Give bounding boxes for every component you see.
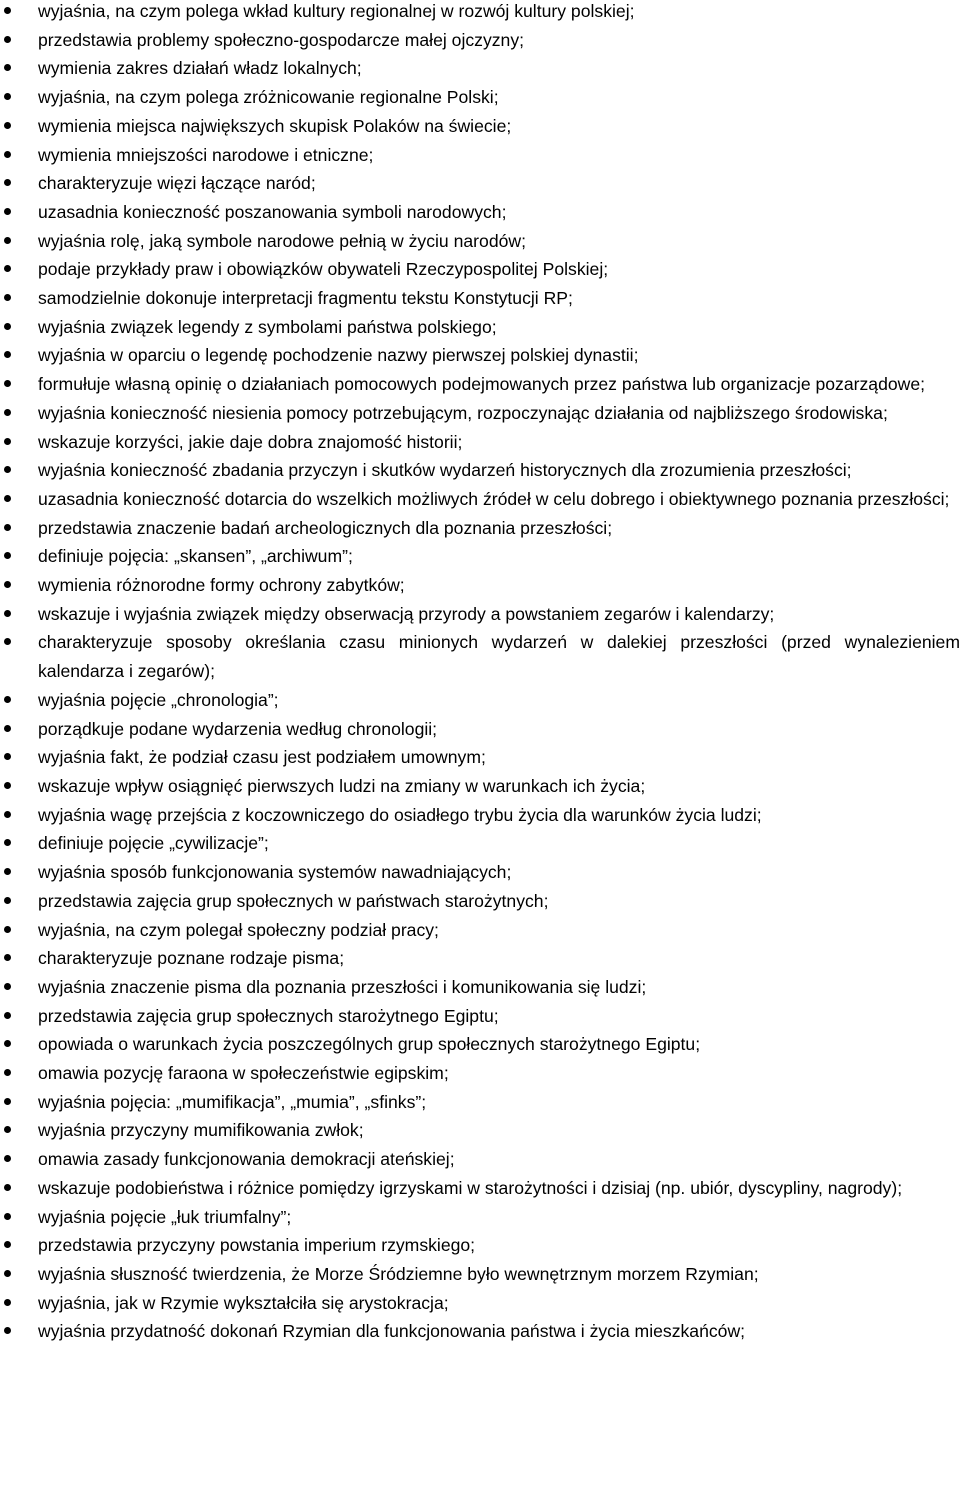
list-item-text: wyjaśnia przydatność dokonań Rzymian dla funkcjonowania państwa i życia mieszkańców; xyxy=(38,1321,746,1342)
bullet-icon xyxy=(4,265,11,272)
bullet-icon xyxy=(4,1299,11,1306)
list-item-text: wymienia miejsca największych skupisk Polaków na świecie; xyxy=(38,115,512,136)
bullet-icon xyxy=(4,552,11,559)
list-item-text: wyjaśnia konieczność niesienia pomocy potrzebującym, rozpoczynając działania od najbliższego środowiska; xyxy=(38,402,888,423)
list-item xyxy=(0,801,960,830)
list-item-text: wyjaśnia słuszność twierdzenia, że Morze Śródziemne było wewnętrznym morzem Rzymian; xyxy=(38,1263,759,1284)
bullet-icon xyxy=(4,839,11,846)
list-item-text: przedstawia zajęcia grup społecznych w państwach starożytnych; xyxy=(38,890,549,911)
list-item xyxy=(0,227,960,256)
list-item-text: wymienia różnorodne formy ochrony zabytków; xyxy=(38,575,405,596)
list-item xyxy=(0,1317,960,1346)
bullet-icon xyxy=(4,954,11,961)
bullet-icon xyxy=(4,64,11,71)
list-item xyxy=(0,887,960,916)
list-item xyxy=(0,255,960,284)
list-item xyxy=(0,829,960,858)
list-item-text: przedstawia problemy społeczno-gospodarcze małej ojczyzny; xyxy=(38,29,525,50)
list-item-text: wyjaśnia konieczność zbadania przyczyn i skutków wydarzeń historycznych dla zrozumienia przeszłości; xyxy=(38,460,852,481)
list-item xyxy=(0,485,960,514)
list-item xyxy=(0,715,960,744)
list-item-text: charakteryzuje poznane rodzaje pisma; xyxy=(38,948,345,969)
list-item-text: opowiada o warunkach życia poszczególnych grup społecznych starożytnego Egiptu; xyxy=(38,1034,701,1055)
bullet-icon xyxy=(4,351,11,358)
bullet-icon xyxy=(4,725,11,732)
list-item-text: definiuje pojęcie „cywilizacje”; xyxy=(38,833,269,854)
list-item-text: podaje przykłady praw i obowiązków obywateli Rzeczypospolitej Polskiej; xyxy=(38,259,609,280)
list-item xyxy=(0,916,960,945)
list-item-text: wskazuje korzyści, jakie daje dobra znajomość historii; xyxy=(38,431,463,452)
list-item-text: uzasadnia konieczność dotarcia do wszelkich możliwych źródeł w celu dobrego i obiektywnego poznania przeszłości; xyxy=(38,488,950,509)
list-item xyxy=(0,83,960,112)
list-item xyxy=(0,1289,960,1318)
list-item xyxy=(0,456,960,485)
list-item xyxy=(0,1203,960,1232)
list-item xyxy=(0,1030,960,1059)
bullet-icon xyxy=(4,151,11,158)
list-item-text: wyjaśnia wagę przejścia z koczowniczego do osiadłego trybu życia dla warunków życia ludzi; xyxy=(38,804,762,825)
list-item xyxy=(0,1174,960,1203)
list-item xyxy=(0,743,960,772)
list-item xyxy=(0,1145,960,1174)
list-item xyxy=(0,686,960,715)
bullet-icon xyxy=(4,1270,11,1277)
list-item xyxy=(0,628,960,685)
bullet-icon xyxy=(4,1069,11,1076)
bullet-icon xyxy=(4,581,11,588)
bullet-icon xyxy=(4,495,11,502)
list-item-text: przedstawia zajęcia grup społecznych starożytnego Egiptu; xyxy=(38,1005,499,1026)
bullet-icon xyxy=(4,7,11,14)
list-item-text: samodzielnie dokonuje interpretacji fragmentu tekstu Konstytucji RP; xyxy=(38,288,573,309)
list-item-text: wyjaśnia pojęcie „chronologia”; xyxy=(38,689,279,710)
bullet-icon xyxy=(4,93,11,100)
bullet-icon xyxy=(4,524,11,531)
list-item xyxy=(0,772,960,801)
bullet-icon xyxy=(4,36,11,43)
list-item-text: wyjaśnia, na czym polega zróżnicowanie regionalne Polski; xyxy=(38,87,499,108)
list-item xyxy=(0,600,960,629)
list-item-text: wymienia mniejszości narodowe i etniczne; xyxy=(38,144,374,165)
bullet-icon xyxy=(4,1213,11,1220)
bullet-icon xyxy=(4,610,11,617)
list-item xyxy=(0,944,960,973)
list-item xyxy=(0,1116,960,1145)
list-item-text: wyjaśnia znaczenie pisma dla poznania przeszłości i komunikowania się ludzi; xyxy=(38,976,647,997)
list-item xyxy=(0,313,960,342)
bullet-icon xyxy=(4,466,11,473)
list-item-text: wskazuje wpływ osiągnięć pierwszych ludzi na zmiany w warunkach ich życia; xyxy=(38,775,646,796)
list-item xyxy=(0,858,960,887)
list-item xyxy=(0,571,960,600)
list-item xyxy=(0,428,960,457)
list-item-text: porządkuje podane wydarzenia według chronologii; xyxy=(38,718,438,739)
list-item-text: wyjaśnia, na czym polegał społeczny podział pracy; xyxy=(38,919,439,940)
list-item xyxy=(0,1002,960,1031)
bullet-icon xyxy=(4,897,11,904)
list-item xyxy=(0,112,960,141)
list-item-text: wyjaśnia rolę, jaką symbole narodowe pełnią w życiu narodów; xyxy=(38,230,526,251)
list-item-text: definiuje pojęcia: „skansen”, „archiwum”; xyxy=(38,546,353,567)
bullet-icon xyxy=(4,868,11,875)
list-item-text: omawia pozycję faraona w społeczeństwie egipskim; xyxy=(38,1063,449,1084)
bullet-icon xyxy=(4,179,11,186)
list-item xyxy=(0,141,960,170)
bullet-icon xyxy=(4,696,11,703)
list-item-text: wyjaśnia w oparciu o legendę pochodzenie nazwy pierwszej polskiej dynastii; xyxy=(38,345,639,366)
bullet-icon xyxy=(4,983,11,990)
list-item xyxy=(0,341,960,370)
bullet-icon xyxy=(4,1098,11,1105)
list-item-text: charakteryzuje sposoby określania czasu minionych wydarzeń w dalekiej przeszłości (przed wynalezieniem kalendarza i zegarów); xyxy=(38,632,960,682)
list-item xyxy=(0,26,960,55)
bullet-icon xyxy=(4,122,11,129)
bullet-icon xyxy=(4,208,11,215)
list-item xyxy=(0,973,960,1002)
bullet-icon xyxy=(4,638,11,645)
list-item-text: wyjaśnia pojęcia: „mumifikacja”, „mumia”, „sfinks”; xyxy=(38,1091,427,1112)
list-item xyxy=(0,169,960,198)
bullet-icon xyxy=(4,294,11,301)
list-item xyxy=(0,284,960,313)
bullet-icon xyxy=(4,1327,11,1334)
bullet-icon xyxy=(4,237,11,244)
bullet-icon xyxy=(4,1012,11,1019)
list-item xyxy=(0,1260,960,1289)
bullet-icon xyxy=(4,1040,11,1047)
list-item-text: przedstawia przyczyny powstania imperium rzymskiego; xyxy=(38,1235,476,1256)
list-item xyxy=(0,399,960,428)
list-item xyxy=(0,1231,960,1260)
list-item xyxy=(0,370,960,399)
bullet-icon xyxy=(4,811,11,818)
list-item-text: wyjaśnia pojęcie „łuk triumfalny”; xyxy=(38,1206,292,1227)
bullet-icon xyxy=(4,438,11,445)
list-item-text: wyjaśnia fakt, że podział czasu jest podziałem umownym; xyxy=(38,747,486,768)
bullet-icon xyxy=(4,1126,11,1133)
list-item-text: charakteryzuje więzi łączące naród; xyxy=(38,173,316,194)
list-item-text: wyjaśnia przyczyny mumifikowania zwłok; xyxy=(38,1120,364,1141)
bullet-icon xyxy=(4,380,11,387)
list-item-text: przedstawia znaczenie badań archeologicznych dla poznania przeszłości; xyxy=(38,517,613,538)
bullet-icon xyxy=(4,1155,11,1162)
list-item-text: formułuje własną opinię o działaniach pomocowych podejmowanych przez państwa lub organizacje pozarządowe; xyxy=(38,374,926,395)
list-item xyxy=(0,514,960,543)
list-item-text: uzasadnia konieczność poszanowania symboli narodowych; xyxy=(38,201,507,222)
list-item-text: wskazuje podobieństwa i różnice pomiędzy igrzyskami w starożytności i dzisiaj (np. ubiór, dyscypliny, nagrody); xyxy=(38,1177,903,1198)
list-item xyxy=(0,1059,960,1088)
list-item xyxy=(0,542,960,571)
list-item-text: wskazuje i wyjaśnia związek między obserwacją przyrody a powstaniem zegarów i kalendarzy; xyxy=(38,603,775,624)
bullet-icon xyxy=(4,409,11,416)
bullet-icon xyxy=(4,753,11,760)
list-item-text: wyjaśnia, jak w Rzymie wykształciła się arystokracja; xyxy=(38,1292,449,1313)
bullet-icon xyxy=(4,926,11,933)
list-item xyxy=(0,198,960,227)
bullet-icon xyxy=(4,1241,11,1248)
list-item xyxy=(0,0,960,26)
bullet-icon xyxy=(4,323,11,330)
bullet-icon xyxy=(4,782,11,789)
list-item-text: omawia zasady funkcjonowania demokracji ateńskiej; xyxy=(38,1149,455,1170)
list-item xyxy=(0,54,960,83)
list-item-text: wymienia zakres działań władz lokalnych; xyxy=(38,58,362,79)
list-item-text: wyjaśnia, na czym polega wkład kultury regionalnej w rozwój kultury polskiej; xyxy=(38,1,635,21)
bullet-icon xyxy=(4,1184,11,1191)
list-item xyxy=(0,1088,960,1117)
list-item-text: wyjaśnia sposób funkcjonowania systemów nawadniających; xyxy=(38,862,512,883)
list-item-text: wyjaśnia związek legendy z symbolami państwa polskiego; xyxy=(38,316,497,337)
